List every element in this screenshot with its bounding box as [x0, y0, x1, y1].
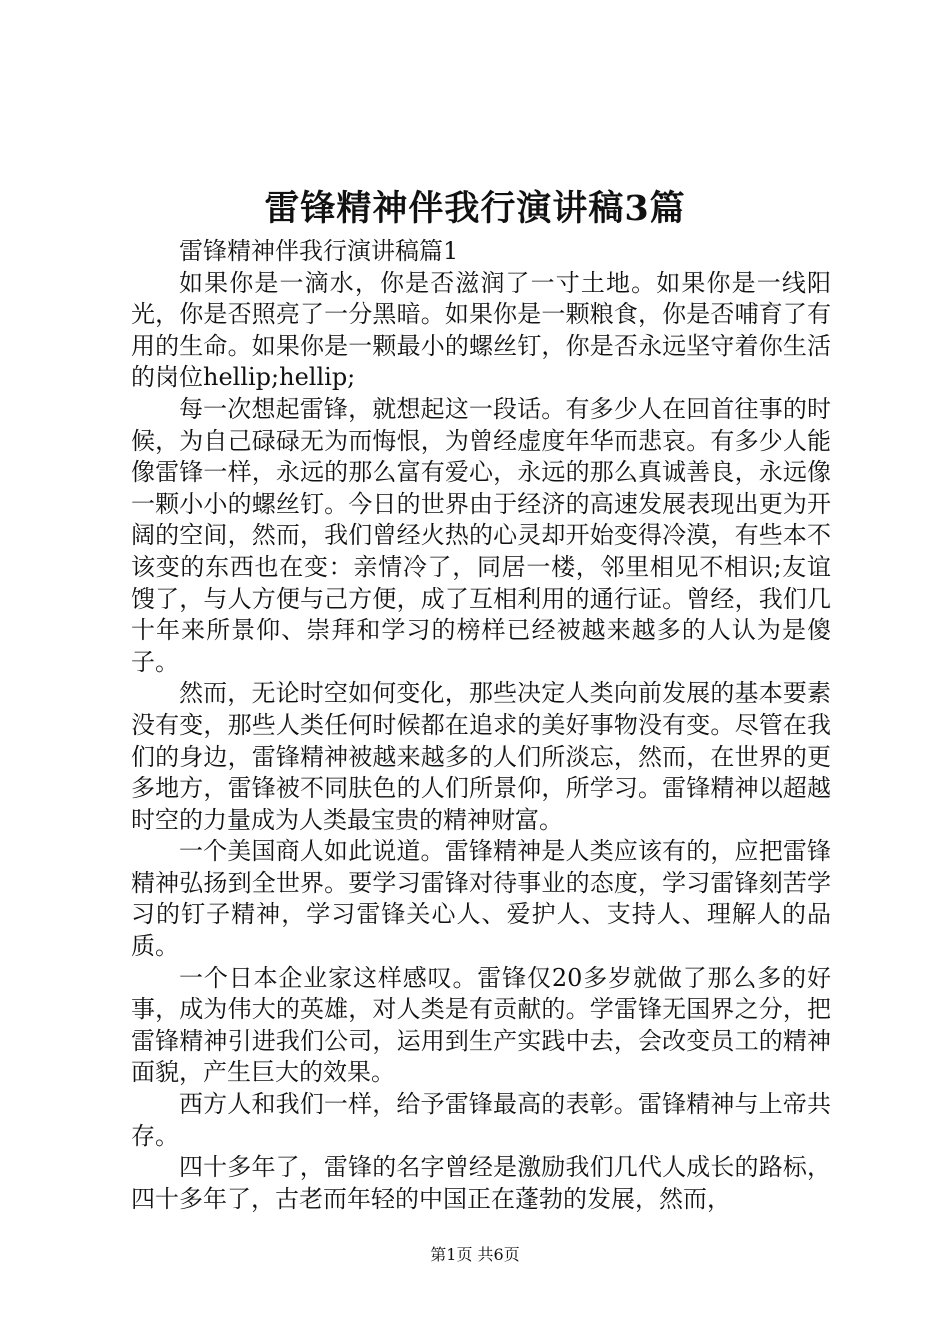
- body-paragraph: 每一次想起雷锋，就想起这一段话。有多少人在回首往事的时候，为自己碌碌无为而悔恨，为曾经虚度年华而悲哀。有多少人能像雷锋一样，永远的那么富有爱心，永远的那么真诚善良，永远像一颗小小的螺丝钉。今日的世界由于经济的高速发展表现出更为开阔的空间，然而，我们曾经火热的心灵却开始变得冷漠，有些本不该变的东西也在变：亲情冷了，同居一楼，邻里相见不相识;友谊馊了，与人方便与己方便，成了互相利用的通行证。曾经，我们几十年来所景仰、崇拜和学习的榜样已经被越来越多的人认为是傻子。: [131, 394, 831, 676]
- body-paragraph: 如果你是一滴水，你是否滋润了一寸土地。如果你是一线阳光，你是否照亮了一分黑暗。如果你是一颗粮食，你是否哺育了有用的生命。如果你是一颗最小的螺丝钉，你是否永远坚守着你生活的岗位hellip;hellip;: [131, 268, 831, 392]
- body-paragraph: 一个美国商人如此说道。雷锋精神是人类应该有的，应把雷锋精神弘扬到全世界。要学习雷锋对待事业的态度，学习雷锋刻苦学习的钉子精神，学习雷锋关心人、爱护人、支持人、理解人的品质。: [131, 837, 831, 961]
- body-paragraph: 一个日本企业家这样感叹。雷锋仅20多岁就做了那么多的好事，成为伟大的英雄，对人类是有贡献的。学雷锋无国界之分，把雷锋精神引进我们公司，运用到生产实践中去，会改变员工的精神面貌，产生巨大的效果。: [131, 963, 831, 1087]
- body-paragraph: 四十多年了，雷锋的名字曾经是激励我们几代人成长的路标，四十多年了，古老而年轻的中国正在蓬勃的发展，然而，: [131, 1153, 831, 1213]
- document-body: [131, 236, 831, 1215]
- page-footer: [0, 1244, 950, 1266]
- section-heading: 雷锋精神伴我行演讲稿篇1: [179, 237, 459, 265]
- body-paragraph: 西方人和我们一样，给予雷锋最高的表彰。雷锋精神与上帝共存。: [131, 1090, 831, 1150]
- document-title: 雷锋精神伴我行演讲稿3篇: [264, 188, 686, 229]
- body-paragraph: 然而，无论时空如何变化，那些决定人类向前发展的基本要素没有变，那些人类任何时候都在追求的美好事物没有变。尽管在我们的身边，雷锋精神被越来越多的人们所淡忘，然而，在世界的更多地方，雷锋被不同肤色的人们所景仰，所学习。雷锋精神以超越时空的力量成为人类最宝贵的精神财富。: [131, 679, 831, 834]
- page-number-label: 第1页 共6页: [430, 1245, 520, 1264]
